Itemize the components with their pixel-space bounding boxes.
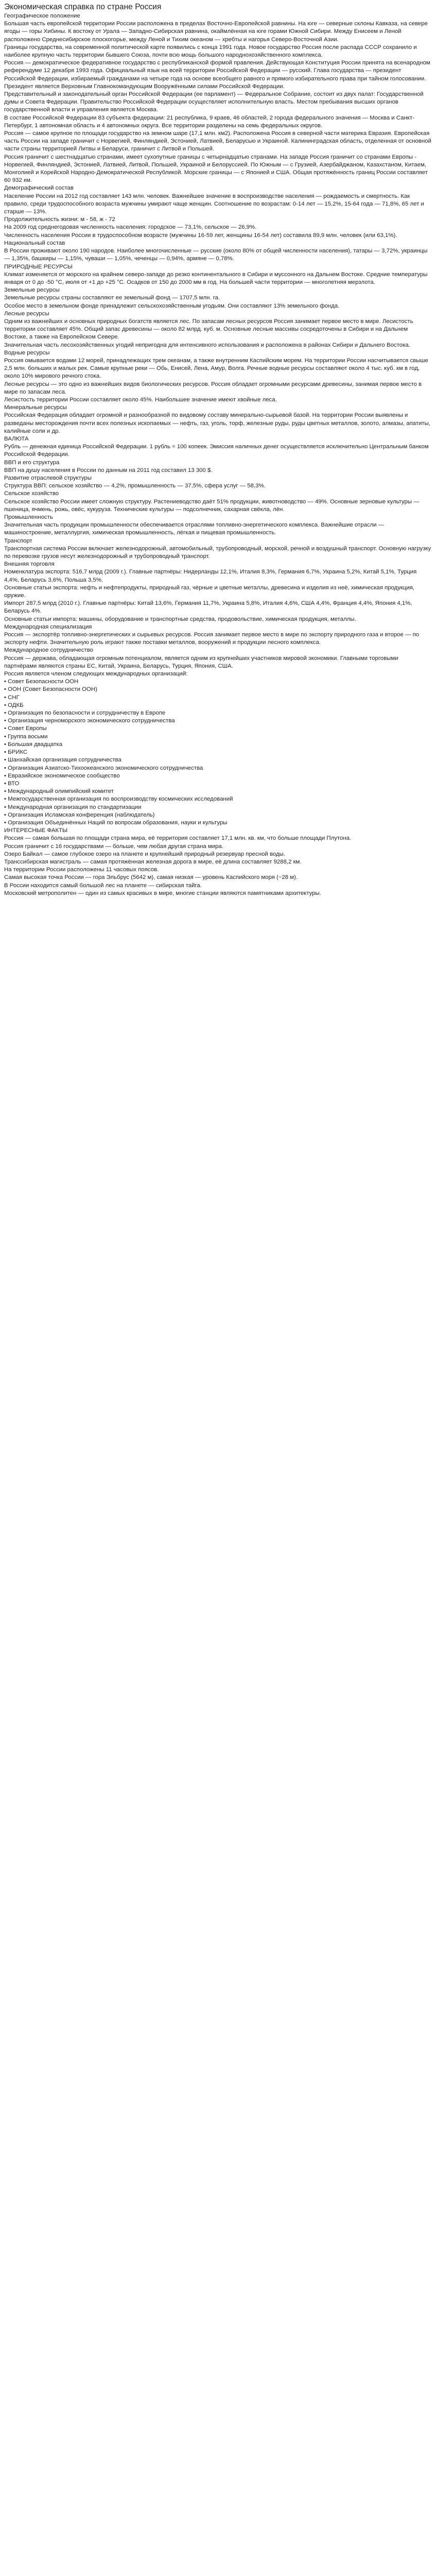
document-paragraph: • ОДКБ xyxy=(4,702,24,708)
document-paragraph: • Организация черноморского экономического сотрудничества xyxy=(4,718,175,724)
document-paragraph: • Организация Исламская конференция (наблюдатель) xyxy=(4,811,155,818)
document-paragraph: • Большая двадцатка xyxy=(4,741,63,748)
document-paragraph: • Международный олимпийский комитет xyxy=(4,788,114,795)
document-paragraph: В России проживают около 190 народов. Наиболее многочисленные — русские (около 80% от общей численности населения), татары — 3,72%, украинцы — 1,35%, башкиры — 1,15%, чуваши — 1,05%, чеченцы — 0,94%, армяне — 0,78%. xyxy=(4,248,428,262)
document-paragraph: Россия граничит с 16 государствами — больше, чем любая другая страна мира. xyxy=(4,843,223,850)
document-paragraph: Россия граничит с шестнадцатью странами, имеет сухопутные границы с четырнадцатью странами. На западе Россия граничит со странами Европы - Норвегией, Финляндией, Эстонией, Латвией, Литвой, Польшей, Украиной и Белоруссией. По Южным — с Грузией, Азербайджаном, Казахстаном, Китаем, Монголией и Корейской Народно-Демократической Республикой. Морские границы — с Японией и США. Общая протяжённость границ России составляет 60 932 км. xyxy=(4,154,428,184)
document-paragraph: Земельные ресурсы страны составляют ее земельный фонд — 1707,5 млн. га. xyxy=(4,295,220,301)
document-paragraph: Демографический состав xyxy=(4,185,74,192)
document-paragraph: • Евразийское экономическое сообщество xyxy=(4,772,120,779)
document-paragraph: Россия — держава, обладающая огромным потенциалом, является одним из крупнейших участников мировой экономики. Главными торговыми партнёрами являются страны ЕС, Китай, Украина, Беларусь, Турция, Япония, США. xyxy=(4,655,398,669)
document-paragraph: Транссибирская магистраль — самая протяжённая железная дорога в мире, её длина составляет 9288,2 км. xyxy=(4,858,302,865)
document-paragraph: • Группа восьми xyxy=(4,733,48,740)
document-paragraph: Земельные ресурсы xyxy=(4,287,60,294)
document-paragraph: На 2009 год среднегодовая численность населения: городское — 73,1%, сельское — 26,9%. xyxy=(4,224,257,231)
document-paragraph: Границы государства, на современной политической карте появились с конца 1991 года. Новое государство Россия после распада СССР сохранило и наиболее крупную часть территории бывшего Союза, почти всю мощь большого народнохозяйственного комплекса. xyxy=(4,44,417,59)
document-paragraph: Лесные ресурсы — это одно из важнейших видов биологических ресурсов. Россия обладает огромными ресурсами древесины, занимая первое место в мире по запасам леса. xyxy=(4,381,422,395)
document-paragraph: Россия — самое крупное по площади государство на земном шаре (17,1 млн. км2). Расположена Россия в северной части материка Евразия. Европейская часть России на западе граничит с Норвегией, Финляндией, Эстонией, Латвией, Беларусью и Украиной. Калининградская область, отделенная от основной части страны территорией Литвы и Беларуси, граничит с Литвой и Польшей. xyxy=(4,130,431,152)
document-paragraph: Россия является членом следующих международных организаций: xyxy=(4,671,188,677)
document-paragraph: Россия — экспортёр топливно-энергетических и сырьевых ресурсов. Россия занимает первое место в мире по экспорту природного газа и второе — по экспорту нефти. Значительную роль играют также поставки металлов, вооружений и продукции лесного комплекса. xyxy=(4,632,420,646)
document-paragraph: Климат изменяется от морского на крайнем северо-западе до резко континентального в Сибири и муссонного на Дальнем Востоке. Средние температуры января от 0 до -50 °C, июля от +1 до +25 °C. Осадков от 150 до 2000 мм в год. На большей части территории — многолетняя мерзлота. xyxy=(4,271,428,285)
document-paragraph: • СНГ xyxy=(4,694,20,701)
document-paragraph: ВВП и его структура xyxy=(4,459,60,466)
document-paragraph: Международное сотрудничество xyxy=(4,647,93,654)
document-paragraph: Международная специализация xyxy=(4,623,92,630)
document-paragraph: Россия омывается водами 12 морей, принадлежащих трем океанам, а также внутренним Каспийским морем. На территории России насчитывается свыше 2,5 млн. больших и малых рек. Самые крупные реки — Обь, Енисей, Лена, Амур, Волга. Речные водные ресурсы составляют около 4 тыс. куб. км в год, около 10% мирового речного стока. xyxy=(4,357,428,380)
document-paragraph: Основные статьи экспорта: нефть и нефтепродукты, природный газ, чёрные и цветные металлы, древесина и изделия из неё, химическая продукция, оружие. xyxy=(4,584,415,599)
document-paragraph: • ВТО xyxy=(4,780,20,787)
document-paragraph: • Шанхайская организация сотрудничества xyxy=(4,757,121,764)
document-paragraph: Транспорт xyxy=(4,537,32,544)
document-paragraph: Географическое положение xyxy=(4,13,80,19)
document-paragraph: Одним из важнейших и основных природных богатств является лес. По запасам лесных ресурсов Россия занимает первое место в мире. Лесистость территории составляет 45%. Общий запас древесины — около 82 млрд. куб. м. Основные лесные массивы сосредоточены в Сибири и на Дальнем Востоке, а также на Европейском Севере. xyxy=(4,318,413,341)
document-paragraph: Внешняя торговля xyxy=(4,561,55,568)
document-paragraph: Численность населения России в трудоспособном возрасте (мужчины 16-59 лет, женщины 16-54 лет) составила 89,9 млн. человек (или 63,1%). xyxy=(4,232,397,239)
document-paragraph: Лесные ресурсы xyxy=(4,310,49,317)
document-paragraph: ПРИРОДНЫЕ РЕСУРСЫ xyxy=(4,263,73,270)
document-paragraph: Структура ВВП: сельское хозяйство — 4,2%, промышленность — 37,5%, сфера услуг — 58,3%. xyxy=(4,483,266,489)
document-paragraph: ВВП на душу населения в России по данным на 2011 год составил 13 300 $. xyxy=(4,467,213,473)
document-paragraph: Лесистость территории России составляет около 45%. Наибольшее значение имеют хвойные леса. xyxy=(4,396,277,403)
document-paragraph: На территории России расположены 11 часовых поясов. xyxy=(4,867,159,873)
document-paragraph: Московский метрополитен — один из самых красивых в мире, многие станции являются памятниками архитектуры. xyxy=(4,890,321,896)
document-paragraph: Продолжительность жизни: м - 58, ж - 72 xyxy=(4,216,115,223)
document-paragraph: • Межгосударственная организация по воспроизводству космических исследований xyxy=(4,796,233,803)
document-title: Экономическая справка по стране Россия xyxy=(4,3,162,11)
document-paragraph: • Организация Объединённых Наций по вопросам образования, науки и культуры xyxy=(4,819,228,826)
document-paragraph: Сельское хозяйство xyxy=(4,490,59,497)
document-paragraph: Озеро Байкал — самое глубокое озеро на планете и крупнейший природный резервуар пресной воды. xyxy=(4,851,285,857)
document-paragraph: Транспортная система России включает железнодорожный, автомобильный, трубопроводный, морской, речной и воздушный транспорт. Основную нагрузку по перевозке грузов несут железнодорожный и трубопроводный транспорт. xyxy=(4,545,431,560)
document-paragraph: Минеральные ресурсы xyxy=(4,404,67,411)
document-paragraph: ВАЛЮТА xyxy=(4,435,29,442)
document-page xyxy=(0,0,436,897)
document-paragraph: Российская Федерация обладает огромной и разнообразной по видовому составу минерально-сырьевой базой. На территории России выявлены и разведаны месторождения почти всех полезных ископаемых — нефть, газ, уголь, торф, железные руды, руды цветных металлов, золото, алмазы, апатиты, калийные соли и др. xyxy=(4,412,430,434)
document-paragraph: Самая высокая точка России — гора Эльбрус (5642 м), самая низкая — уровень Каспийского моря (−28 м). xyxy=(4,874,298,881)
document-paragraph: • Организация по безопасности и сотрудничеству в Европе xyxy=(4,710,166,717)
document-paragraph: • Совет Безопасности ООН xyxy=(4,679,79,685)
document-paragraph: В составе Российской Федерации 83 субъекта федерации: 21 республика, 9 краев, 46 областей, 2 города федерального значения — Москва и Санкт-Петербург, 1 автономная область и 4 автономных округа. Все территории разделены на семь федеральных округов. xyxy=(4,114,414,129)
document-paragraph: • Совет Европы xyxy=(4,725,47,732)
document-paragraph: Большая часть европейской территории России расположена в пределах Восточно-Европейской равнины. На юге — северные склоны Кавказа, на севере ягоды — горы Хибины. К востоку от Урала — Западно-Сибирская равнина, окаймлённая на юге горами Южной Сибири. Между Енисеем и Леной расположено Среднесибирское плоскогорье, между Леной и Тихим океаном — хребты и нагорья Северо-Восточной Азии. xyxy=(4,21,428,43)
document-paragraph: Значительная часть продукции промышленности обеспечивается отраслями топливно-энергетического комплекса. Важнейшие отрасли — машиностроение, металлургия, химическая промышленность, лёгкая и пищевая промышленность. xyxy=(4,522,385,536)
document-paragraph: Импорт 287,5 млрд (2010 г.). Главные партнёры: Китай 13,6%, Германия 11,7%, Украина 5,8%, Италия 4,6%, США 4,4%, Франция 4,4%, Япония 4,1%, Беларусь 4%. xyxy=(4,600,412,615)
document-paragraph: Водные ресурсы xyxy=(4,349,50,356)
document-paragraph: Значительная часть лесохозяйственных угодий непригодна для интенсивного использования и расположена в районах Сибири и Дальнего Востока. xyxy=(4,342,410,348)
document-body xyxy=(4,12,432,897)
document-paragraph: Население России на 2012 год составляет 143 млн. человек. Важнейшее значение в воспроизводстве населения — рождаемость и смертность. Как правило, среди трудоспособного возраста мужчины умирают чаще женщин. Соотношение по возрастам: 0-14 лет — 15,2%, 15-64 года — 71,8%, 65 лет и старше — 13%. xyxy=(4,193,424,215)
document-paragraph: • БРИКС xyxy=(4,749,28,756)
document-paragraph: В России находится самый большой лес на планете — сибирская тайга. xyxy=(4,882,202,889)
document-paragraph: ИНТЕРЕСНЫЕ ФАКТЫ xyxy=(4,827,68,834)
document-paragraph: • Международная организация по стандартизации xyxy=(4,804,142,810)
document-paragraph: Рубль — денежная единица Российской Федерации. 1 рубль = 100 копеек. Эмиссия наличных денег осуществляется исключительно Центральным банком Российской Федерации. xyxy=(4,444,429,458)
document-paragraph: Россия — демократическое федеративное государство с республиканской формой правления. Действующая Конституция России принята на всенародном референдуме 12 декабря 1993 года. Официальный язык на всей территории Российской Федерации — русский. Глава государства — президент Российской Федерации, избираемый гражданами на четыре года на основе всеобщего равного и прямого избирательного права при тайном голосовании. Президент является Верховным Главнокомандующим Вооружёнными силами Российской Федерации. xyxy=(4,60,430,90)
document-paragraph: Номенклатура экспорта: 516,7 млрд (2009 г.). Главные партнёры: Нидерланды 12,1%, Италия 8,3%, Германия 6,7%, Украина 5,2%, Китай 5,1%, Турция 4,4%, Беларусь 3,6%, Польша 3,5%. xyxy=(4,569,417,583)
document-paragraph: Национальный состав xyxy=(4,240,65,246)
document-paragraph: Представительный и законодательный орган Российской Федерации (ее парламент) — Федеральное Собрание, состоит из двух палат: Государственной думы и Совета Федерации. Правительство Российской Федерации осуществляет исполнительную власть. Местом пребывания высших органов государственной власти и управления является Москва. xyxy=(4,91,424,113)
document-paragraph: Россия — самая большая по площади страна мира, её территория составляет 17,1 млн. кв. км, что больше площади Плутона. xyxy=(4,835,352,842)
document-paragraph: Основные статьи импорта: машины, оборудование и транспортные средства, продовольствие, химическая продукция, металлы. xyxy=(4,616,356,622)
document-paragraph: • Организация Азиатско-Тихоокеанского экономического сотрудничества xyxy=(4,765,203,771)
document-paragraph: • ООН (Совет Безопасности ООН) xyxy=(4,686,97,693)
document-paragraph: Промышленность xyxy=(4,514,53,520)
document-paragraph: Развитие отраслевой структуры xyxy=(4,474,92,481)
document-paragraph: Сельское хозяйство России имеет сложную структуру. Растениеводство даёт 51% продукции, животноводство — 49%. Основные зерновые культуры — пшеница, ячмень, рожь, овёс, кукуруза. Технические культуры — подсолнечник, сахарная свёкла, лён. xyxy=(4,498,420,513)
document-paragraph: Особое место в земельном фонде принадлежит сельскохозяйственным угодьям. Они составляют 13% земельного фонда. xyxy=(4,302,340,309)
